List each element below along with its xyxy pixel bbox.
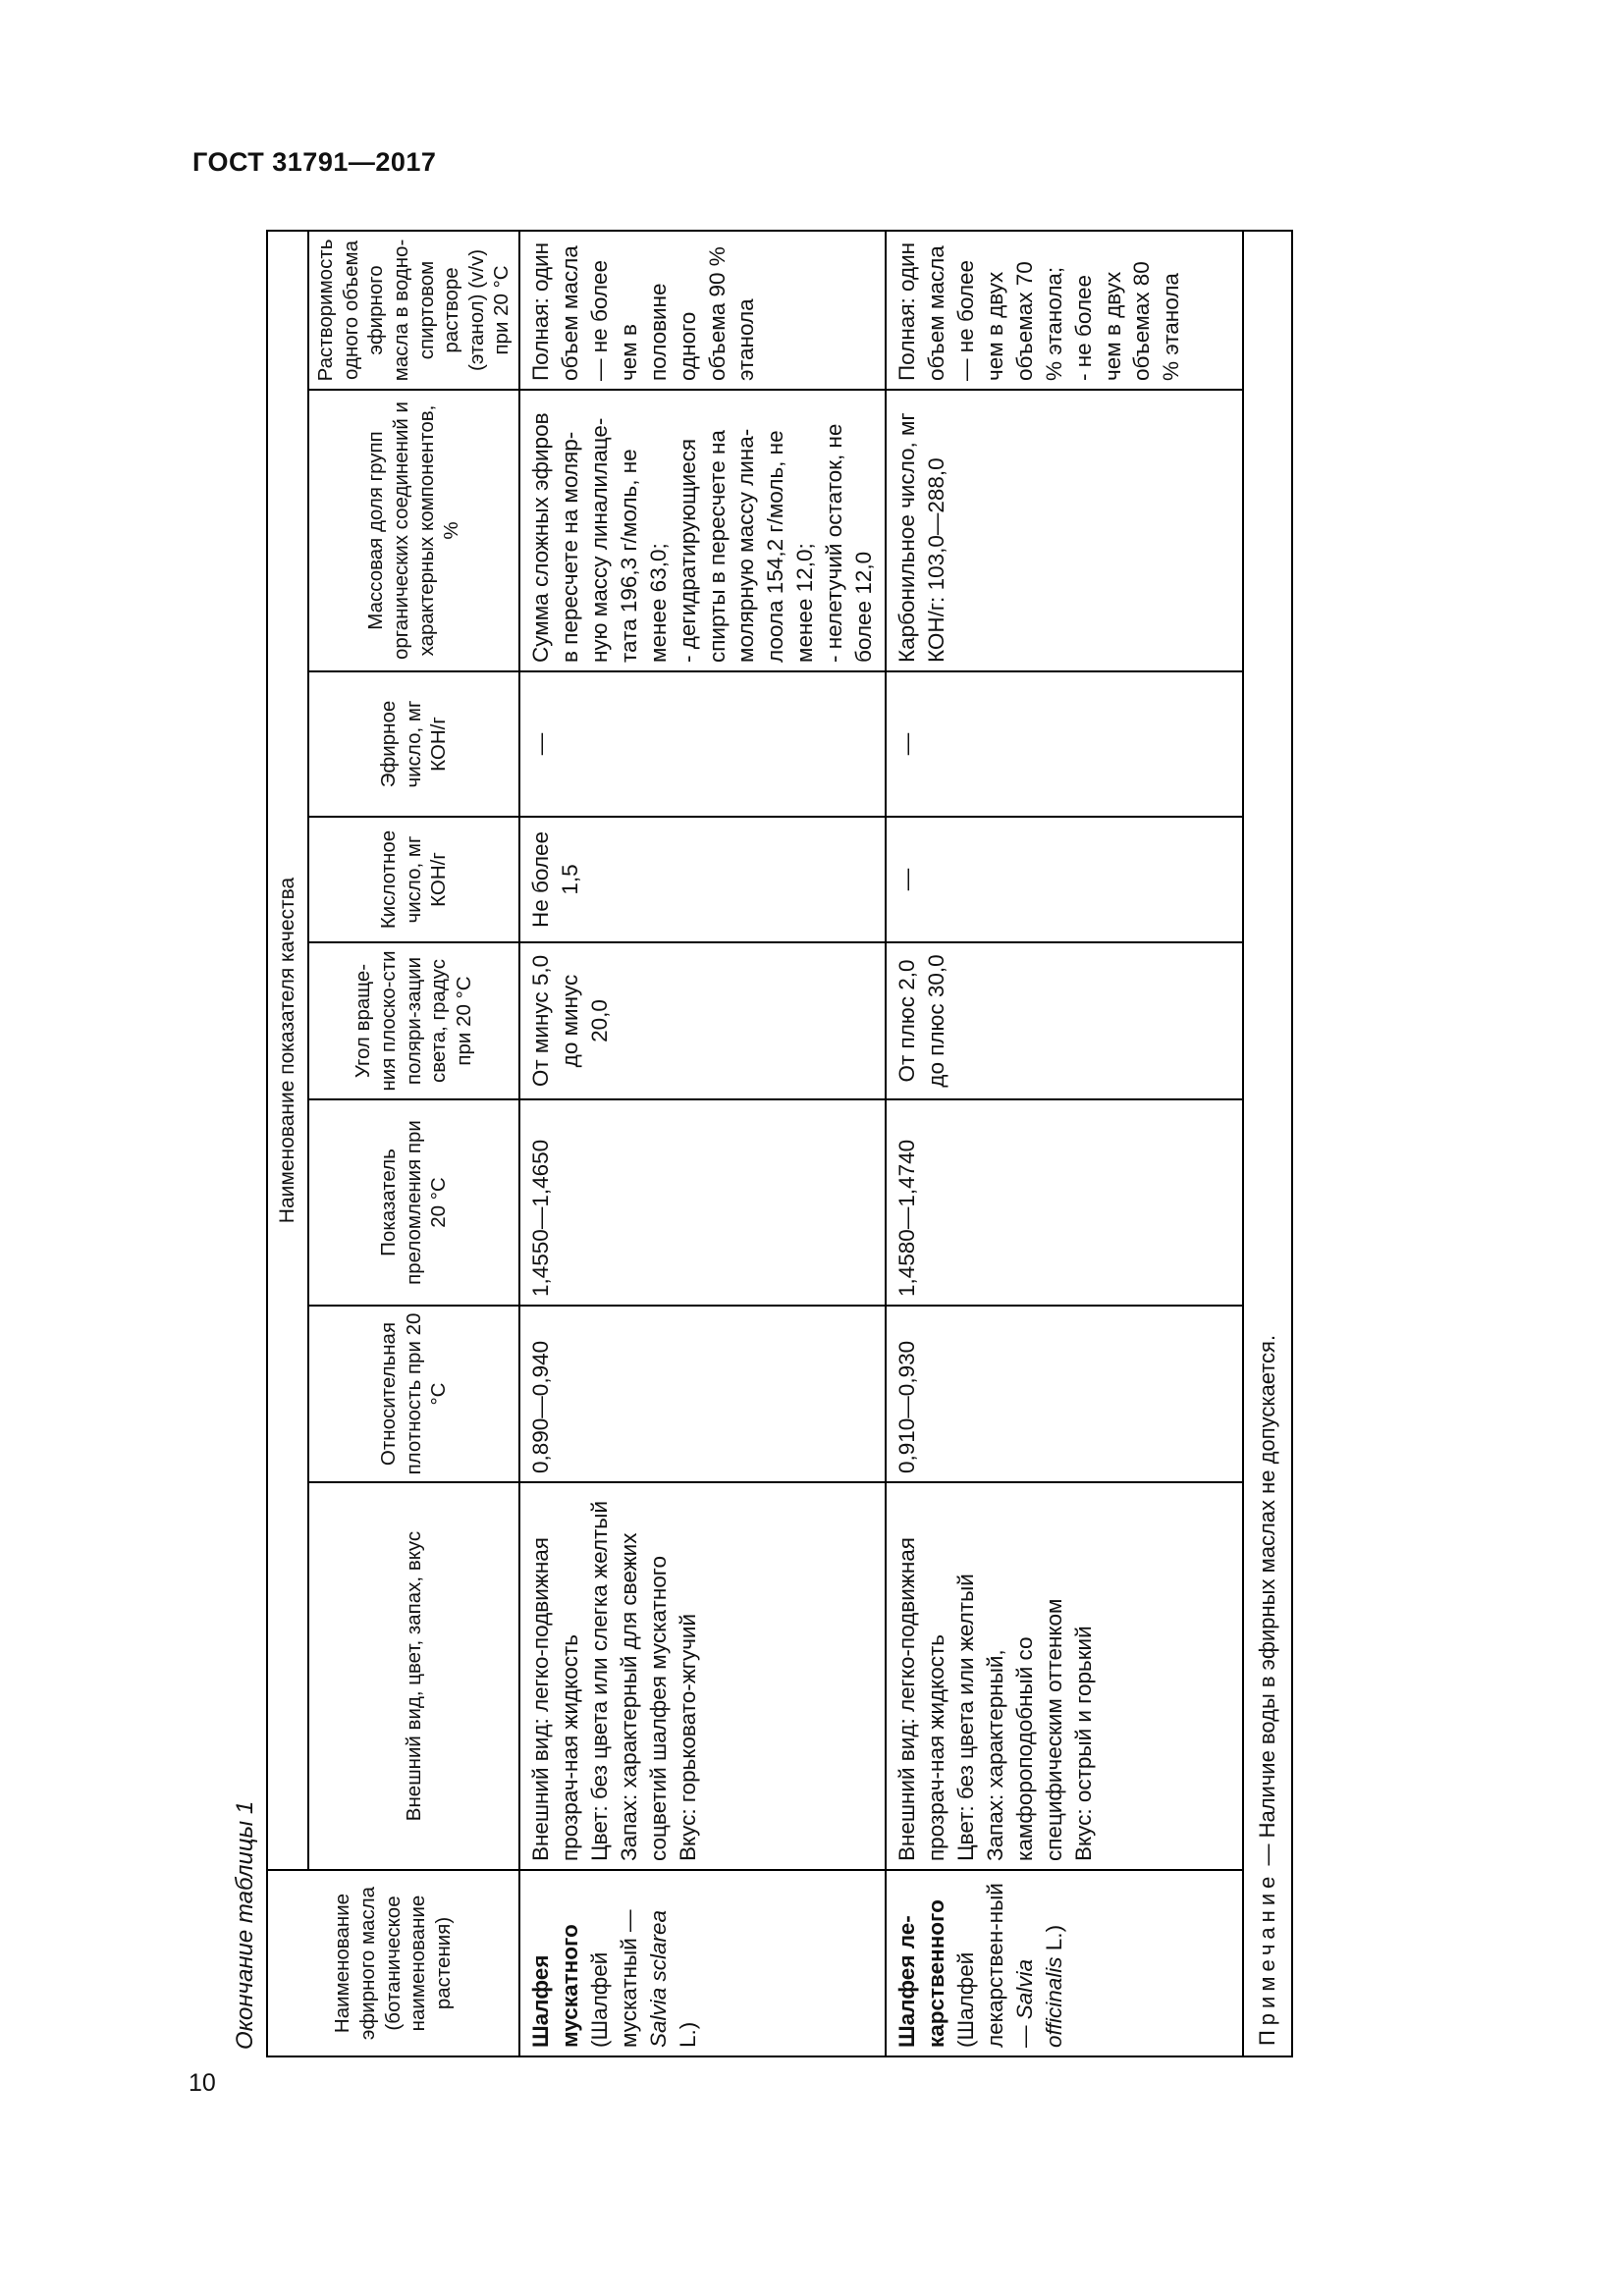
document-code: ГОСТ 31791—2017 (192, 147, 437, 177)
appearance-line: Запах: характерный для свежих соцветий шалфея мускатного (616, 1532, 671, 1861)
solubility-line: Полная: один объем масла — не более чем в двух объемах 70 % этанола; (894, 241, 1066, 381)
table-row (519, 231, 886, 2056)
column-header-refraction: Показатель преломления при 20 °С (308, 1099, 519, 1306)
appearance-cell (519, 1482, 886, 1870)
oil-latin-name: Salvia officinalis (1011, 1956, 1066, 2048)
appearance-line: Вкус: острый и горький (1070, 1626, 1096, 1861)
acid-number-cell: Не более 1,5 (519, 817, 886, 942)
table-caption: Окончание таблицы 1 (232, 1800, 258, 2050)
appearance-line: Внешний вид: легко-подвижная прозрач-ная жидкость (528, 1537, 582, 1861)
note-cell (1243, 231, 1292, 2056)
table-row (886, 231, 1243, 2056)
header-row-columns (308, 231, 519, 2056)
column-header-oil-name: Наименование эфирного масла (ботаническое наименование растения) (267, 1870, 519, 2056)
oil-botanical-suffix: L.) (675, 2021, 700, 2048)
column-header-acid-number: Кислотное число, мг КОН/г (308, 817, 519, 942)
solubility-line: Полная: один объем масла — не более чем в половине одного объема 90 % этанола (528, 241, 759, 381)
solubility-line: - не более чем в двух объемах 80 % этанола (1070, 261, 1184, 381)
header-row-group (267, 231, 308, 2056)
rotation-cell: От минус 5,0 до минус 20,0 (519, 942, 886, 1099)
column-header-density: Относительная плотность при 20 °С (308, 1306, 519, 1482)
mass-fraction-line: - дегидратирующиеся спирты в пересчете на молярную массу лина-лоола 154,2 г/моль, не менее 12,0; (675, 428, 818, 663)
column-header-rotation: Угол враще-ния плоско-сти поляри-зации света, градус при 20 °С (308, 942, 519, 1099)
mass-fraction-cell (519, 390, 886, 671)
acid-number-cell: — (886, 817, 1243, 942)
mass-fraction-line: - нелетучий остаток, не более 12,0 (822, 423, 877, 663)
page-number: 10 (189, 2069, 216, 2097)
density-cell: 0,910—0,930 (886, 1306, 1243, 1482)
appearance-line: Цвет: без цвета или желтый (952, 1574, 978, 1861)
note-row (1243, 231, 1292, 2056)
mass-fraction-line: Карбонильное число, мг КОН/г: 103,0—288,0 (894, 412, 948, 663)
oil-botanical-prefix: (Шалфей лекарствен-ный — (952, 1883, 1037, 2048)
solubility-cell (886, 231, 1243, 390)
group-header-quality: Наименование показателя качества (267, 231, 308, 1870)
oil-botanical-prefix: (Шалфей мускатный — (586, 1909, 641, 2048)
ester-number-cell: — (886, 671, 1243, 817)
appearance-line: Запах: характерный, камфороподобный со специфическим оттенком (982, 1598, 1066, 1861)
oil-latin-name: Salvia sclarea (645, 1909, 671, 2048)
refraction-cell: 1,4550—1,4650 (519, 1099, 886, 1306)
appearance-cell (886, 1482, 1243, 1870)
note-text: — Наличие воды в эфирных маслах не допускается. (1254, 1334, 1279, 1872)
rotation-cell: От плюс 2,0 до плюс 30,0 (886, 942, 1243, 1099)
refraction-cell: 1,4580—1,4740 (886, 1099, 1243, 1306)
ester-number-cell: — (519, 671, 886, 817)
oil-name: Шалфея ле-карственного (894, 1899, 948, 2048)
quality-table (266, 230, 1293, 2057)
oil-name: Шалфея мускатного (528, 1924, 582, 2048)
solubility-cell (519, 231, 886, 390)
rotated-page-area (226, 232, 1279, 2057)
column-header-mass-fraction: Массовая доля групп органических соединений и характерных компонентов, % (308, 390, 519, 671)
appearance-line: Вкус: горьковато-жгучий (675, 1613, 700, 1861)
mass-fraction-line: Сумма сложных эфиров в пересчете на моляр-ную массу линалилаце-тата 196,3 г/моль, не менее 63,0; (528, 412, 671, 663)
note-label: Примечание (1254, 1871, 1279, 2046)
mass-fraction-cell (886, 390, 1243, 671)
column-header-appearance: Внешний вид, цвет, запах, вкус (308, 1482, 519, 1870)
appearance-line: Цвет: без цвета или слегка желтый (586, 1500, 612, 1861)
appearance-line: Внешний вид: легко-подвижная прозрач-ная жидкость (894, 1537, 948, 1861)
oil-name-cell (886, 1870, 1243, 2056)
oil-name-cell (519, 1870, 886, 2056)
oil-botanical-suffix: L.) (1041, 1924, 1066, 1957)
column-header-solubility: Растворимость одного объема эфирного масла в водно-спиртовом растворе (этанол) (v/v) при 20 °С (308, 231, 519, 390)
density-cell: 0,890—0,940 (519, 1306, 886, 1482)
rotated-table-block (226, 232, 1279, 2057)
column-header-ester-number: Эфирное число, мг КОН/г (308, 671, 519, 817)
